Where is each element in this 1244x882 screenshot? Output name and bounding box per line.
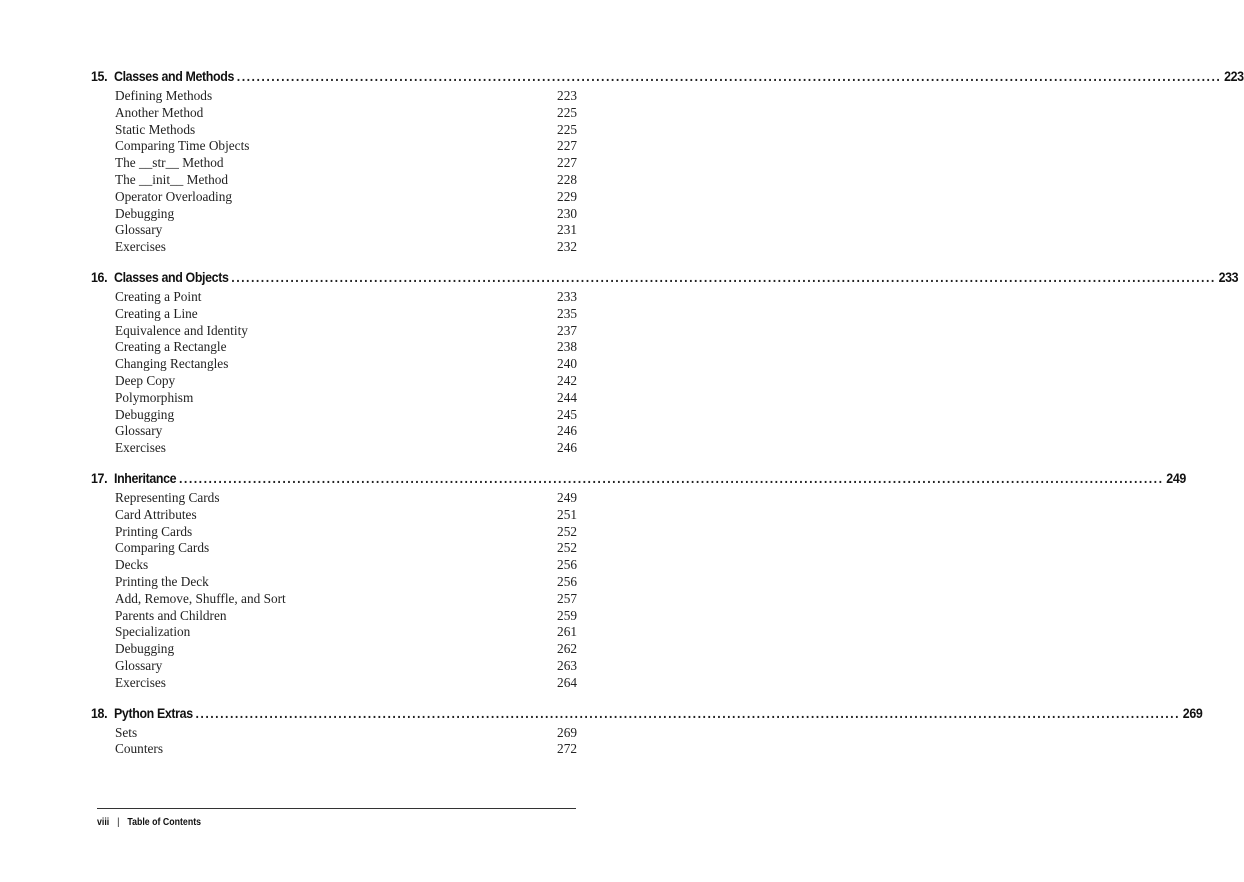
chapter-number: 16. (91, 269, 108, 285)
section-title: Add, Remove, Shuffle, and Sort (115, 590, 286, 606)
section-title: Equivalence and Identity (115, 322, 248, 338)
section-title: Glossary (115, 657, 163, 673)
section-title: Static Methods (115, 121, 196, 137)
section-title: Changing Rectangles (115, 356, 229, 372)
chapter-page-number: 233 (1218, 269, 1239, 285)
section-page-number: 232 (557, 239, 577, 255)
section-title: Parents and Children (115, 607, 227, 623)
toc-section-entry[interactable] (91, 591, 577, 608)
section-title: Card Attributes (115, 506, 197, 522)
section-page-number: 223 (557, 88, 577, 103)
section-page-number: 256 (557, 557, 577, 573)
section-title: Deep Copy (115, 372, 176, 388)
toc-section-entry[interactable] (91, 306, 577, 323)
chapter-title: Classes and Objects (114, 269, 229, 285)
chapter-page-number: 223 (1224, 69, 1244, 84)
section-title: Debugging (115, 641, 175, 657)
section-page-number: 256 (557, 573, 577, 589)
section-title: Counters (115, 741, 164, 757)
toc-section-entry[interactable] (91, 323, 577, 340)
section-page-number: 245 (557, 406, 577, 422)
footer-label: Table of Contents (127, 817, 202, 828)
section-title: Creating a Line (115, 305, 198, 321)
section-title: Representing Cards (115, 489, 220, 505)
section-title: Glossary (115, 423, 163, 439)
dot-leader: ........................................................................................................................................................................................................ (236, 69, 1222, 84)
section-title: Creating a Point (115, 288, 202, 304)
dot-leader: ........................................................................................................................................................................................................ (178, 470, 1164, 486)
toc-chapter (91, 269, 1239, 457)
toc-section-entry[interactable] (91, 189, 577, 206)
section-page-number: 229 (557, 188, 577, 204)
toc-section-entry[interactable] (91, 557, 577, 574)
section-page-number: 244 (557, 389, 577, 405)
toc-section-entry[interactable] (91, 540, 577, 557)
toc-section-entry[interactable] (91, 507, 577, 524)
toc-section-entry[interactable] (91, 423, 577, 440)
toc-section-entry[interactable] (91, 624, 577, 641)
section-title: Printing Cards (115, 523, 193, 539)
section-title: Polymorphism (115, 389, 194, 405)
toc-section-entry[interactable] (91, 741, 577, 758)
section-title: Exercises (115, 440, 166, 456)
section-page-number: 262 (557, 641, 577, 657)
section-page-number: 233 (557, 288, 577, 304)
footer-page-number: viii (97, 817, 110, 828)
section-title: Exercises (115, 239, 166, 255)
section-page-number: 227 (557, 155, 577, 171)
toc-section-entry[interactable] (91, 390, 577, 407)
toc-section-entry[interactable] (91, 155, 577, 172)
toc-section-entry[interactable] (91, 407, 577, 424)
section-page-number: 231 (557, 222, 577, 238)
section-page-number: 240 (557, 356, 577, 372)
page-footer (97, 808, 576, 828)
toc-section-entry[interactable] (91, 88, 577, 105)
section-page-number: 252 (557, 523, 577, 539)
toc-section-entry[interactable] (91, 289, 577, 306)
toc-section-entry[interactable] (91, 490, 577, 507)
toc-chapter (91, 69, 1244, 256)
section-title: Another Method (115, 104, 204, 120)
section-page-number: 251 (557, 506, 577, 522)
toc-section-entry[interactable] (91, 608, 577, 625)
section-title: Exercises (115, 674, 166, 690)
section-page-number: 230 (557, 205, 577, 221)
section-page-number: 264 (557, 674, 577, 690)
toc-section-entry[interactable] (91, 440, 577, 457)
section-page-number: 235 (557, 305, 577, 321)
section-page-number: 272 (557, 741, 577, 757)
section-page-number: 259 (557, 607, 577, 623)
toc-section-entry[interactable] (91, 675, 577, 692)
toc-chapter (91, 705, 1203, 759)
section-page-number: 242 (557, 372, 577, 388)
toc-section-entry[interactable] (91, 138, 577, 155)
toc-section-entry[interactable] (91, 373, 577, 390)
toc-section-entry[interactable] (91, 574, 577, 591)
toc-section-entry[interactable] (91, 725, 577, 742)
section-title: Decks (115, 557, 149, 573)
chapter-title: Python Extras (114, 705, 193, 721)
section-title: Printing the Deck (115, 573, 209, 589)
chapter-title: Inheritance (114, 470, 177, 486)
chapter-number: 18. (91, 705, 108, 721)
section-page-number: 225 (557, 121, 577, 137)
section-page-number: 246 (557, 440, 577, 456)
chapter-heading[interactable] (91, 269, 1239, 289)
footer-separator: | (117, 817, 120, 828)
toc-section-entry[interactable] (91, 105, 577, 122)
section-page-number: 263 (557, 657, 577, 673)
section-title: Defining Methods (115, 88, 213, 103)
table-of-contents (91, 69, 1244, 772)
section-title: Comparing Cards (115, 540, 210, 556)
section-page-number: 257 (557, 590, 577, 606)
toc-section-entry[interactable] (91, 239, 577, 256)
section-page-number: 225 (557, 104, 577, 120)
section-page-number: 249 (557, 489, 577, 505)
chapter-number: 15. (91, 69, 108, 84)
section-page-number: 252 (557, 540, 577, 556)
dot-leader: ........................................................................................................................................................................................................ (195, 705, 1181, 721)
section-page-number: 228 (557, 171, 577, 187)
chapter-number: 17. (91, 470, 108, 486)
chapter-page-number: 249 (1166, 470, 1186, 486)
toc-section-entry[interactable] (91, 206, 577, 223)
section-title: Specialization (115, 624, 191, 640)
section-title: Glossary (115, 222, 163, 238)
footer-text (97, 817, 201, 828)
toc-section-entry[interactable] (91, 122, 577, 139)
toc-section-entry[interactable] (91, 172, 577, 189)
toc-section-entry[interactable] (91, 222, 577, 239)
section-page-number: 269 (557, 724, 577, 740)
dot-leader: ........................................................................................................................................................................................................ (231, 269, 1216, 285)
section-title: Debugging (115, 205, 175, 221)
section-page-number: 246 (557, 423, 577, 439)
chapter-heading[interactable] (91, 705, 1203, 725)
chapter-heading[interactable] (91, 69, 1244, 88)
section-title: Sets (115, 724, 138, 740)
toc-section-entry[interactable] (91, 658, 577, 675)
section-title: The __str__ Method (115, 155, 224, 171)
toc-section-entry[interactable] (91, 339, 577, 356)
section-page-number: 237 (557, 322, 577, 338)
section-title: Comparing Time Objects (115, 138, 250, 154)
chapter-heading[interactable] (91, 470, 1186, 490)
toc-section-entry[interactable] (91, 524, 577, 541)
toc-section-entry[interactable] (91, 356, 577, 373)
toc-section-entry[interactable] (91, 641, 577, 658)
section-page-number: 261 (557, 624, 577, 640)
chapter-page-number: 269 (1182, 705, 1203, 721)
toc-chapter (91, 470, 1186, 692)
section-title: Creating a Rectangle (115, 339, 227, 355)
section-title: Operator Overloading (115, 188, 233, 204)
section-title: The __init__ Method (115, 171, 229, 187)
section-page-number: 238 (557, 339, 577, 355)
chapter-title: Classes and Methods (114, 69, 235, 84)
section-page-number: 227 (557, 138, 577, 154)
section-title: Debugging (115, 406, 175, 422)
